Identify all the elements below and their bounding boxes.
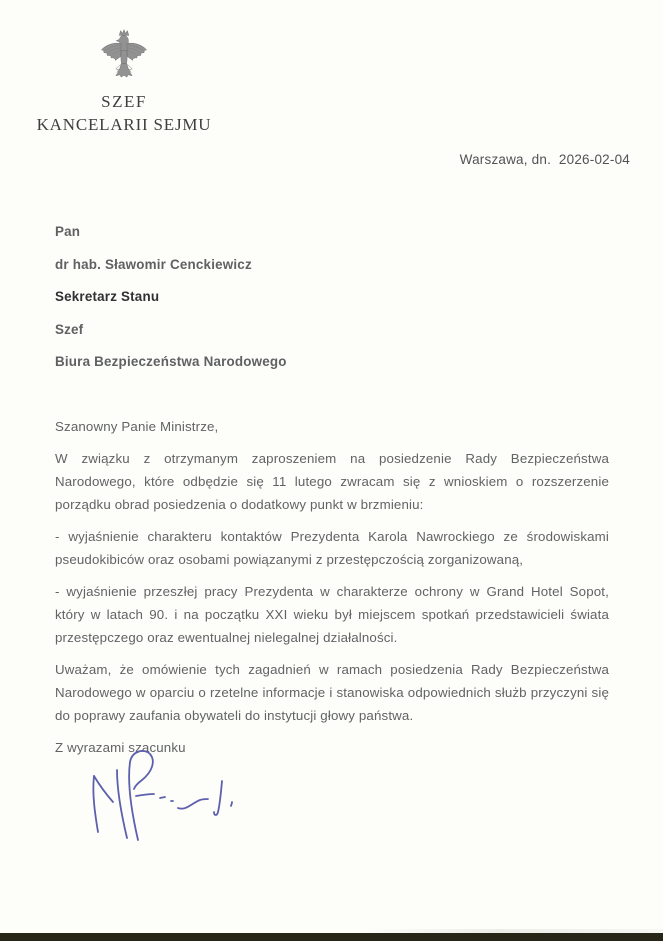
date-line: Warszawa, dn. 2026-02-04 — [459, 152, 630, 167]
paragraph-conclusion: Uważam, że omówienie tych zagadnień w ramach posiedzenia Rady Bezpieczeństwa Narodowego w oparciu o rzetelne informacje i stanowiska odpowiednich służb przyczyni się do poprawy zaufania obywateli do instytucji głowy państwa. — [55, 662, 609, 723]
polish-eagle-emblem — [100, 28, 148, 86]
recipient-line-position: Sekretarz Stanu — [55, 289, 160, 304]
recipient-line-title: Pan — [55, 224, 81, 239]
recipient-line-role: Szef — [55, 321, 84, 337]
letterhead — [24, 28, 224, 135]
recipient-block — [55, 216, 455, 379]
letter-body — [55, 415, 609, 768]
paragraph-point-1: - wyjaśnienie charakteru kontaktów Prezydenta Karola Nawrockiego ze środowiskami pseudokibiców oraz osobami powiązanymi z przestępczością zorganizowaną, — [55, 529, 609, 567]
recipient-line-name: dr hab. Sławomir Cenckiewicz — [55, 256, 252, 272]
paragraph-intro: W związku z otrzymanym zaproszeniem na posiedzenie Rady Bezpieczeństwa Narodowego, które odbędzie się 11 lutego zwracam się z wnioskiem o rozszerzenie porządku obrad posiedzenia o dodatkowy punkt w brzmieniu: — [55, 451, 609, 512]
letterhead-title-line2: KANCELARII SEJMU — [36, 115, 212, 134]
letterhead-title-line1: SZEF — [101, 92, 147, 111]
closing-phrase: Z wyrazami szacunku — [55, 740, 186, 755]
recipient-line-office: Biura Bezpieczeństwa Narodowego — [55, 354, 287, 369]
salutation: Szanowny Panie Ministrze, — [55, 419, 219, 434]
paragraph-point-2: - wyjaśnienie przeszłej pracy Prezydenta w charakterze ochrony w Grand Hotel Sopot, który w latach 90. i na początku XXI wieku był miejscem spotkań przedstawicieli świata przestępczego oraz ewentualnej nielegalnej działalności. — [55, 584, 609, 645]
signature-handwriting — [70, 742, 310, 867]
scan-edge-bar — [0, 933, 663, 941]
